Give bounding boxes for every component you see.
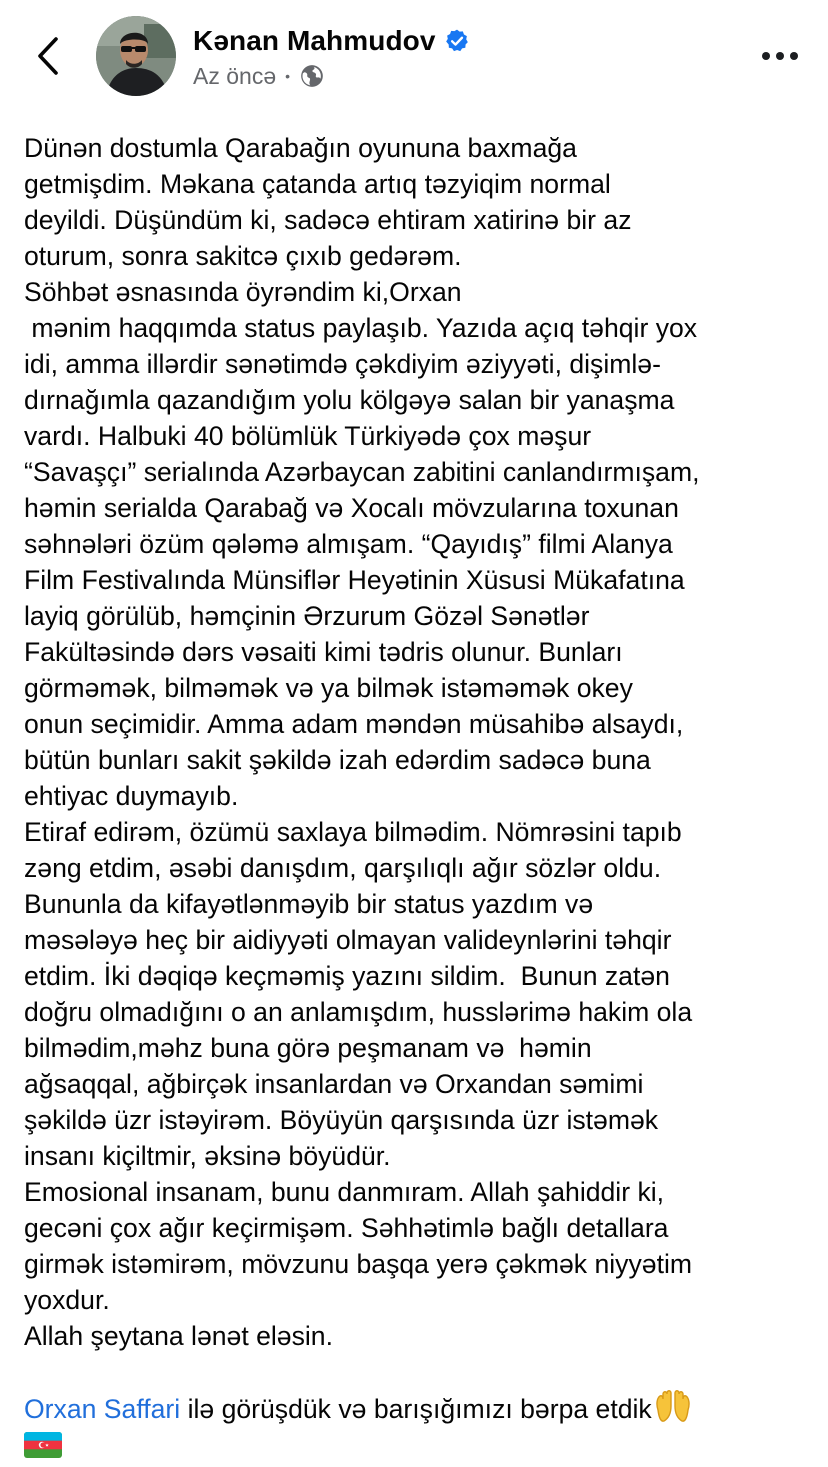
author-row — [193, 22, 470, 60]
post-paragraph: Allah şeytana lənət eləsin. — [24, 1321, 333, 1351]
post-body — [24, 130, 814, 1457]
post-header — [0, 0, 828, 110]
timestamp[interactable]: Az öncə — [193, 62, 277, 89]
more-options-icon[interactable] — [756, 40, 804, 72]
verified-badge-icon — [444, 28, 470, 54]
post-paragraph: Emosional insanam, bunu danmıram. Allah şahiddir ki, gecəni çox ağır keçirmişəm. Səhhətimlə bağlı detallara girmək istəmirəm, mövzunu başqa yerə çəkmək niyyətim yoxdur. — [24, 1177, 693, 1315]
meta-separator: • — [285, 68, 291, 84]
post-paragraph: Dünən dostumla Qarabağın oyununa baxmağa getmişdim. Məkana çatanda artıq təzyiqim normal deyildi. Düşündüm ki, sadəcə ehtiram xatirinə bir az oturum, sonra sakitcə çıxıb gedərəm. — [24, 133, 632, 271]
author-name[interactable]: Kənan Mahmudov — [193, 25, 436, 56]
post-final-line — [24, 1390, 814, 1427]
more-dot — [776, 52, 784, 60]
post-meta — [193, 60, 325, 92]
post-final-text: ilə görüşdük və barışığımızı bərpa etdik — [180, 1394, 652, 1424]
chevron-left-icon[interactable] — [30, 34, 66, 78]
mention-link[interactable]: Orxan Saffari — [24, 1394, 181, 1424]
raised-hands-icon — [652, 1390, 694, 1424]
avatar[interactable] — [96, 16, 176, 96]
paragraph-spacer — [24, 1354, 814, 1390]
azerbaijan-flag-icon — [24, 1431, 62, 1457]
more-dot — [762, 52, 770, 60]
post-paragraph: Söhbət əsnasında öyrəndim ki,Orxan mənim haqqımda status paylaşıb. Yazıda açıq təhqir yox idi, amma illərdir sənətimdə çəkdiyim əziyyəti, dişimlə- dırnağımla qazandığım yolu kölgəyə salan bir yanaşma vardı. Halbuki 40 bölümlük Türkiyədə çox məşur “Savaşçı” serialında Azərbaycan zabitini canlandırmışam, həmin serialda Qarabağ və Xocalı mövzularına toxunan səhnələri özüm qələmə almışam. “Qayıdış” filmi Alanya Film Festivalında Münsiflər Heyətinin Xüsusi Mükafatına layiq görülüb, həmçinin Ərzurum Gözəl Sənətlər Fakültəsində dərs vəsaiti kimi tədris olunur. Bunları görməmək, bilməmək və ya bilmək istəməmək okey onun seçimidir. Amma adam məndən müsahibə alsaydı, bütün bunları sakit şəkildə izah edərdim sadəcə buna ehtiyac duymayıb. — [24, 277, 700, 811]
more-dot — [790, 52, 798, 60]
post-paragraph: Etiraf edirəm, özümü saxlaya bilmədim. Nömrəsini tapıb zəng etdim, əsəbi danışdım, qarşılıqlı ağır sözlər oldu. Bununla da kifayətlənməyib bir status yazdım və məsələyə heç bir aidiyyəti olmayan valideynlərini təhqir etdim. İki dəqiqə keçməmiş yazını sildim. Bunun zatən doğru olmadığını o an anlamışdım, husslərimə hakim ola bilmədim,məhz buna görə peşmanam və həmin ağsaqqal, ağbirçək insanlardan və Orxandan səmimi şəkildə üzr istəyirəm. Böyüyün qarşısında üzr istəmək insanı kiçiltmir, əksinə böyüdür. — [24, 817, 693, 1171]
globe-icon[interactable] — [299, 63, 325, 89]
